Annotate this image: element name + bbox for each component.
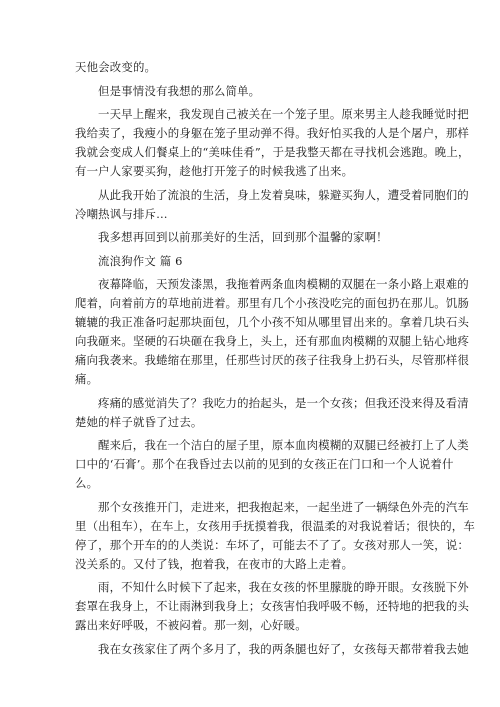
text-line: 向我砸来。坚硬的石块砸在我身上，头上，还有那血肉模糊的双腿上钻心地疼 (75, 334, 470, 348)
text-line: 天他会改变的。 (75, 60, 157, 74)
text-line: 痛向我袭来。我蜷缩在那里，任那些讨厌的孩子往我身上扔石头，尽管那样很 (75, 353, 470, 367)
paragraph-start: 那个女孩推开门，走进来，把我抱起来，一起坐进了一辆绿色外壳的汽车 (98, 499, 469, 514)
paragraph-start: 一天早上醒来，我发现自己被关在一个笼子里。原来男主人趁我睡觉时把 (98, 107, 469, 121)
section-heading: 流浪狗作文 篇 6 (98, 253, 183, 268)
paragraph-start: 夜幕降临，天预发漆黑，我拖着两条血肉模糊的双腿在一条小路上艰难的 (98, 277, 469, 291)
paragraph-start: 我在女孩家住了两个多月了，我的两条腿也好了，女孩每天都带着我去她 (98, 641, 469, 656)
text-line: 没关系的。又付了钱，抱着我，在夜市的大路上走着。 (75, 556, 354, 571)
text-line: 冷嘲热讽与排斥… (75, 206, 168, 221)
text-line: 楚她的样子就昏了过去。 (75, 414, 203, 429)
paragraph-start: 醒来后，我在一个洁白的屋子里，原本血肉模糊的双腿已经被打上了人类 (98, 438, 469, 452)
text-line: 套罩在我身上，不让雨淋到我身上；女孩害怕我呼吸不畅，还特地的把我的头 (75, 599, 470, 613)
text-line: 痛。 (75, 372, 99, 386)
text-line: 有一户人家要买狗，趁他打开笼子的时候我逃了出来。 (75, 164, 354, 178)
document-page (75, 58, 475, 659)
paragraph-start: 我多想再回到以前那美好的生活，回到那个温馨的家啊！ (98, 230, 388, 244)
text-line: 里（出租车），在车上，女孩用手抚摸着我，很温柔的对我说着话；很快的，车 (75, 518, 475, 533)
text-line: 我给卖了，我瘦小的身躯在笼子里动弹不得。我好怕买我的人是个屠户，那样 (75, 126, 470, 140)
text-line: 辘辘的我正准备叼起那块面包，几个小孩不知从哪里冒出来的。拿着几块石头 (75, 315, 470, 329)
text-line: 爬着，向着前方的草地前进着。那里有几个小孩没吃完的面包扔在那儿。饥肠 (75, 296, 470, 310)
paragraph-start: 疼痛的感觉消失了？我吃力的抬起头，是一个女孩；但我还没来得及看清 (98, 395, 469, 410)
paragraph-start: 从此我开始了流浪的生活，身上发着臭味，躲避买狗人，遭受着同胞们的 (98, 187, 469, 202)
paragraph-start: 雨，不知什么时候下了起来，我在女孩的怀里朦胧的睁开眼。女孩脱下外 (98, 580, 469, 594)
text-line: 口中的‘石膏’。那个在我昏过去以前的见到的女孩正在门口和一个人说着什 (75, 457, 454, 471)
text-line: 露出来好呼吸，不被闷着。那一刻，心好暖。 (75, 618, 307, 632)
text-line: 我就会变成人们餐桌上的“美味佳肴”，于是我整天都在寻找机会逃跑。晚上， (75, 145, 470, 159)
paragraph-start: 但是事情没有我想的那么简单。 (98, 83, 261, 98)
text-line: 么。 (75, 476, 99, 490)
text-line: 停了，那个开车的的人类说：车坏了，可能去不了了。女孩对那人一笑，说： (75, 537, 470, 552)
